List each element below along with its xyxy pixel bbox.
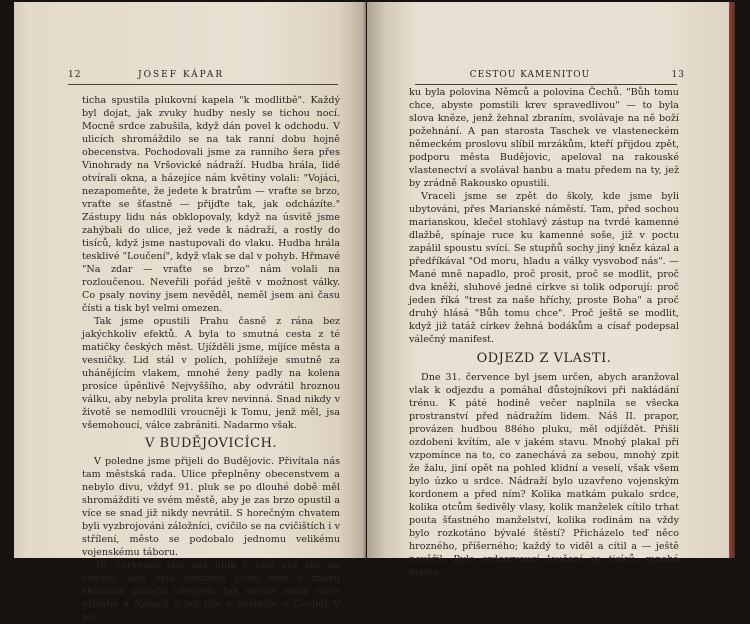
right-page-number: 13 bbox=[671, 70, 685, 80]
left-running-title: JOSEF KÁPAR bbox=[138, 70, 225, 80]
paragraph: Vraceli jsme se zpět do školy, kde jsme byli ubytováni, přes Marianské náměstí. Tam, před sochou marianskou, klečel stohlavý zástup na tvrdé kamenné dlažbě, spínaje ruce ku kamenné soše, již v poctu zapálil spoustu svící. Se stupňů sochy jiný kněz kázal a předříkával "Od moru, hladu a války vysvoboď nás". — Mané mně napadlo, proč prosit, proč se modlit, proč dva kněží, sluhové jedné církve si tolik odporují: proč jeden říká "trest za naše hříchy, proste Boha" a proč druhý hlásá "Bůh tomu chce". Proč ještě se modlit, když již tatáž církev žehná bodákům a císař podepsal válečný manifest. bbox=[409, 191, 679, 345]
right-running-title: CESTOU KAMENITOU bbox=[469, 70, 591, 80]
open-book bbox=[14, 2, 734, 623]
right-header-rule bbox=[415, 84, 677, 85]
left-page-number: 12 bbox=[68, 70, 82, 80]
paragraph: Dne 31. července byl jsem určen, abych aranžoval vlak k odjezdu a pomáhal důstojníkovi při nakládání trénu. K páté hodině večer naplnila se všecka prostranství před nádražím lidem. Náš II. prapor, provázen hudbou 88ého pluku, měl odjíždět. Přišli ozdobeni kvítím, ale v jakém stavu. Mnohý plakal při vzpomínce na to, co zanechává za sebou, mnohý zpit že žalu, jiní opět na pohled klidní a veselí, však všem bylo úzko u srdce. Nádraží bylo uzavřeno vojenským kordonem a před ním? Kolika matkám pukalo srdce, kolika otcům šedivěly vlasy, kolik manželek cítilo trhat pouta šťastného manželství, kolika rodinám na vždy bylo rozkotáno bývalé štěstí? Přicházelo teď něco hrozného, příšerného; každý to viděl a cítil a — ještě nevěřil. Bylo srdcervoucí loučení se tisíců; mnohá matka bbox=[409, 372, 679, 578]
left-text-column bbox=[82, 94, 340, 624]
right-text-column bbox=[409, 86, 679, 579]
right-page-header bbox=[415, 70, 685, 80]
paragraph: Tak jsme opustili Prahu časně z rána bez jakýchkoliv efektů. A byla to smutná cesta z té matičky českých měst. Ujížděli jsme, míjíce města a vesničky. Lid stál v polích, pohlížeje smutně za uhánějícím vlakem, mnohé ženy padly na kolena prosíce úpěnlivě Nejvyššího, aby odvrátil hroznou válku, aby nebyla prolita krev nevinná. Snad nikdy v životě se nemodlili vroucněji k Tomu, jenž měl, jsa všemohoucí, válce zabrániti. Nadarmo však. bbox=[82, 316, 340, 431]
paragraph: 30. července stál náš pluk v celé své síle na cvičišti, kde byla sloužena polní mše a znovu skládána přísaha věrnosti. Jak mocně zněla slova přísahy u Němců a jak tiše a nesměle u Čechů! V plu- bbox=[82, 560, 340, 623]
book-cover-edge bbox=[729, 2, 735, 558]
left-page-header bbox=[68, 70, 338, 80]
right-page bbox=[367, 2, 729, 578]
paragraph: ku byla polovina Němců a polovina Čechů. "Bůh tomu chce, abyste pomstili krev spravedlivou" — to byla slova kněze, jenž žehnal zbraním, svolávaje na ně boží požehnání. A pan starosta Taschek ve vlasteneckém německém proslovu slíbil mrzákům, kteří přijdou zpět, podporu města Budějovic, apeloval na rakouské vlastenectví a svolával hanbu a matu předem na ty, jež by zrádně Rakousko opustili. bbox=[409, 87, 679, 189]
paragraph: V poledne jsme přijeli do Budějovic. Přivítala nás tam městská rada. Ulice přeplněny obecenstvem a nebylo divu, vždyť 91. pluk se po dlouhé době měl shromážditi ve svém městě, aby je zas brzo opustil a více se snad již nikdy nevrátil. S horečným chvatem byli vyzbrojováni záložníci, cvičilo se na cvičištích i v střílení, město se podobalo jednomu velikému vojenskému táboru. bbox=[82, 456, 340, 558]
section-heading-odjezd: ODJEZD Z VLASTI. bbox=[476, 351, 612, 366]
section-heading-budejovice: V BUDĚJOVICÍCH. bbox=[144, 436, 278, 451]
left-page bbox=[14, 2, 366, 623]
paragraph: ticha spustila plukovní kapela "k modlitbě". Každý byl dojat, jak zvuky hudby nesly se tichou nocí. Mocně srdce zabušila, když dán povel k odchodu. V ulicích shromáždilo se na tak ranní dobu hojně obecenstva. Pochodovali jsme za ranního šera přes Vinohrady na Vršovické nádraží. Hudba hrála, lidé otvírali okna, a házejíce nám květiny volali: "Vojáci, nezapomeňte, že jedete k bratrům — vraťte se brzo, vraťte se šťastně — přijďte tak, jak odcházíte." Zástupy lidu nás obklopovaly, když na úsvitě jsme zahýbali do ulice, jež vede k nádraží, a rostly do tisíců, když jsme nastupovali do vlaku. Hudba hrála tesklivé "Loučení", když vlak se dal v pohyb. Hřmavé "Na zdar — vraťte se brzo" nám volali na rozloučenou. Neveřili pořád ještě v možnost války. Co psaly noviny jsem nevěděl, neměl jsem ani času čísti a tisk byl velmi omezen. bbox=[82, 95, 340, 314]
left-header-rule bbox=[68, 84, 338, 85]
